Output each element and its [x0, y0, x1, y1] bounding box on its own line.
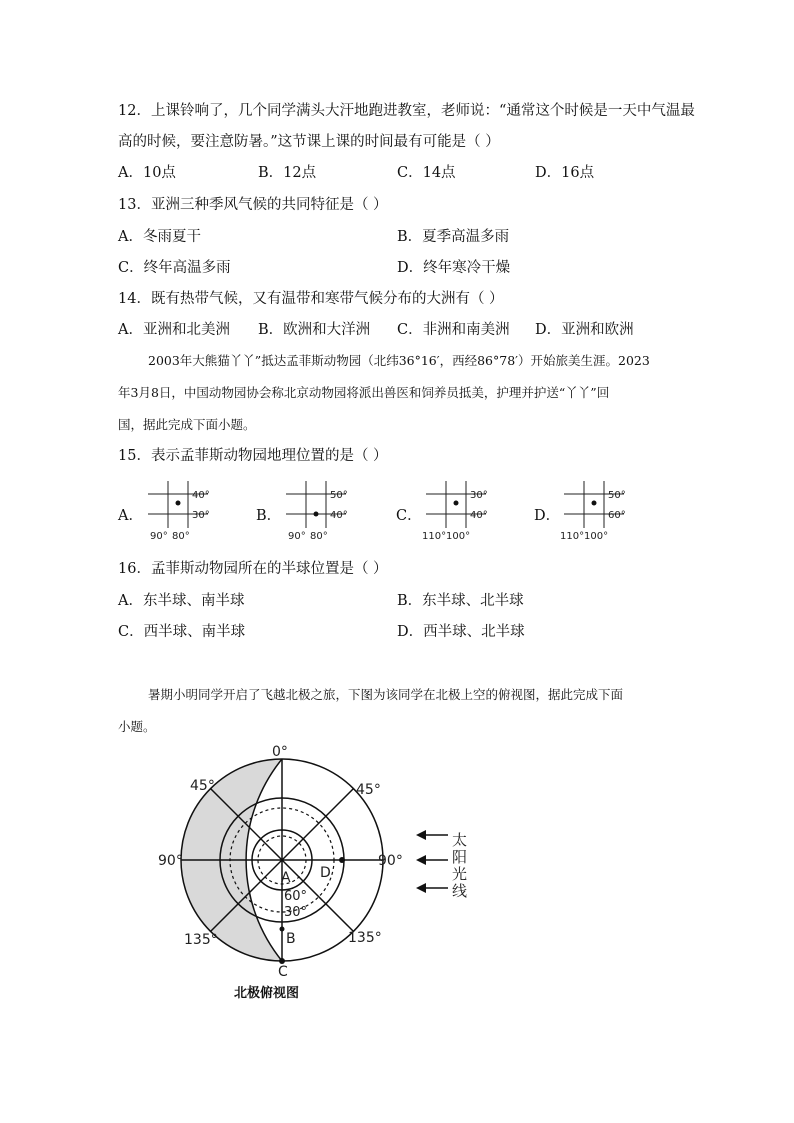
point-d-dot — [339, 857, 345, 863]
q15-d-lat-bottom: 60° — [608, 510, 626, 521]
q15-option-c-point — [454, 501, 459, 506]
q15-stem: 15．表示孟菲斯动物园地理位置的是（ ） — [118, 448, 388, 464]
label-135-right: 135° — [348, 930, 382, 946]
label-b: B — [286, 931, 296, 947]
q16-option-a[interactable]: A．东半球、南半球 — [118, 593, 245, 609]
q15-option-b-label: B． — [256, 508, 282, 524]
q12-stem-line2: 高的时候，要注意防暑。”这节课上课的时间最有可能是（ ） — [118, 134, 500, 150]
q12-option-a[interactable]: A．10点 — [118, 165, 176, 181]
q15-c-lat-bottom: 40° — [470, 510, 488, 521]
q15-option-d-label: D． — [534, 508, 561, 524]
q13-stem: 13．亚洲三种季风气候的共同特征是（ ） — [118, 197, 388, 213]
label-c: C — [278, 964, 288, 980]
label-a: A — [281, 870, 291, 886]
q14-option-b[interactable]: B．欧洲和大洋洲 — [258, 322, 371, 338]
q15-b-lon-right: 80° — [310, 531, 328, 542]
q14-stem: 14．既有热带气候，又有温带和寒带气候分布的大洲有（ ） — [118, 291, 504, 307]
q15-c-lon-right: 100° — [446, 531, 471, 542]
q15-a-lat-top: 40° — [192, 490, 210, 501]
q15-d-lon-left: 110° — [560, 531, 585, 542]
sunlight-char-4: 线 — [452, 882, 468, 900]
q13-option-b[interactable]: B．夏季高温多雨 — [397, 229, 510, 245]
passage1-line3: 国，据此完成下面小题。 — [118, 417, 256, 432]
q15-option-a-label: A． — [118, 508, 143, 524]
q15-option-d-grid — [554, 476, 654, 546]
q12-stem-line1: 12．上课铃响了，几个同学满头大汗地跑进教室，老师说：“通常这个时候是一天中气温最 — [118, 103, 695, 119]
q15-d-lat-top: 50° — [608, 490, 626, 501]
q15-c-lat-top: 30° — [470, 490, 488, 501]
passage2-line1: 暑期小明同学开启了飞越北极之旅，下图为该同学在北极上空的俯视图，据此完成下面 — [148, 687, 624, 702]
q15-a-lat-bottom: 30° — [192, 510, 210, 521]
label-lat-30: 30° — [284, 905, 308, 920]
sunlight-arrows — [416, 830, 448, 893]
q14-option-c[interactable]: C．非洲和南美洲 — [397, 322, 510, 338]
q13-option-a[interactable]: A．冬雨夏干 — [118, 229, 201, 245]
q15-a-lon-right: 80° — [172, 531, 190, 542]
north-pole-diagram — [150, 740, 490, 980]
label-135-left: 135° — [184, 932, 218, 948]
q12-option-b[interactable]: B．12点 — [258, 165, 317, 181]
q12-option-d[interactable]: D．16点 — [535, 165, 595, 181]
q15-a-lon-left: 90° — [150, 531, 168, 542]
q14-option-a[interactable]: A．亚洲和北美洲 — [118, 322, 230, 338]
q15-b-lat-bottom: 40° — [330, 510, 348, 521]
q15-option-d-point — [592, 501, 597, 506]
q15-option-a-point — [176, 501, 181, 506]
label-d: D — [320, 865, 331, 881]
label-45-left: 45° — [190, 778, 215, 794]
passage1-line1: 2003年大熊猫丫丫”抵达孟菲斯动物园（北纬36°16′，西经86°78′）开始旅美生涯。2023 — [148, 353, 650, 368]
passage1-line2: 年3月8日，中国动物园协会称北京动物园将派出兽医和饲养员抵美，护理并护送“丫丫”回 — [118, 385, 610, 400]
q15-option-a-grid — [138, 476, 238, 546]
q15-b-lat-top: 50° — [330, 490, 348, 501]
q15-c-lon-left: 110° — [422, 531, 447, 542]
q15-option-c-grid — [416, 476, 516, 546]
q16-option-b[interactable]: B．东半球、北半球 — [397, 593, 524, 609]
q16-stem: 16．孟菲斯动物园所在的半球位置是（ ） — [118, 561, 388, 577]
diagram-caption: 北极俯视图 — [234, 986, 300, 1001]
sunlight-char-2: 阳 — [452, 848, 468, 866]
q14-option-d[interactable]: D．亚洲和欧洲 — [535, 322, 634, 338]
label-90-left: 90° — [158, 853, 183, 869]
label-45-right: 45° — [356, 782, 381, 798]
q15-option-b-grid — [276, 476, 376, 546]
q15-option-c-label: C． — [396, 508, 422, 524]
q15-b-lon-left: 90° — [288, 531, 306, 542]
q13-option-c[interactable]: C．终年高温多雨 — [118, 260, 231, 276]
q15-d-lon-right: 100° — [584, 531, 609, 542]
label-lat-60: 60° — [284, 889, 308, 904]
point-b-dot — [280, 927, 285, 932]
sunlight-char-1: 太 — [452, 831, 468, 849]
label-90-right: 90° — [378, 853, 403, 869]
q15-option-b-point — [314, 512, 319, 517]
q16-option-d[interactable]: D．西半球、北半球 — [397, 624, 525, 640]
passage2-line2: 小题。 — [118, 719, 156, 734]
label-0: 0° — [272, 744, 288, 760]
q13-option-d[interactable]: D．终年寒冷干燥 — [397, 260, 511, 276]
q12-option-c[interactable]: C．14点 — [397, 165, 456, 181]
q16-option-c[interactable]: C．西半球、南半球 — [118, 624, 246, 640]
sunlight-char-3: 光 — [452, 865, 468, 883]
